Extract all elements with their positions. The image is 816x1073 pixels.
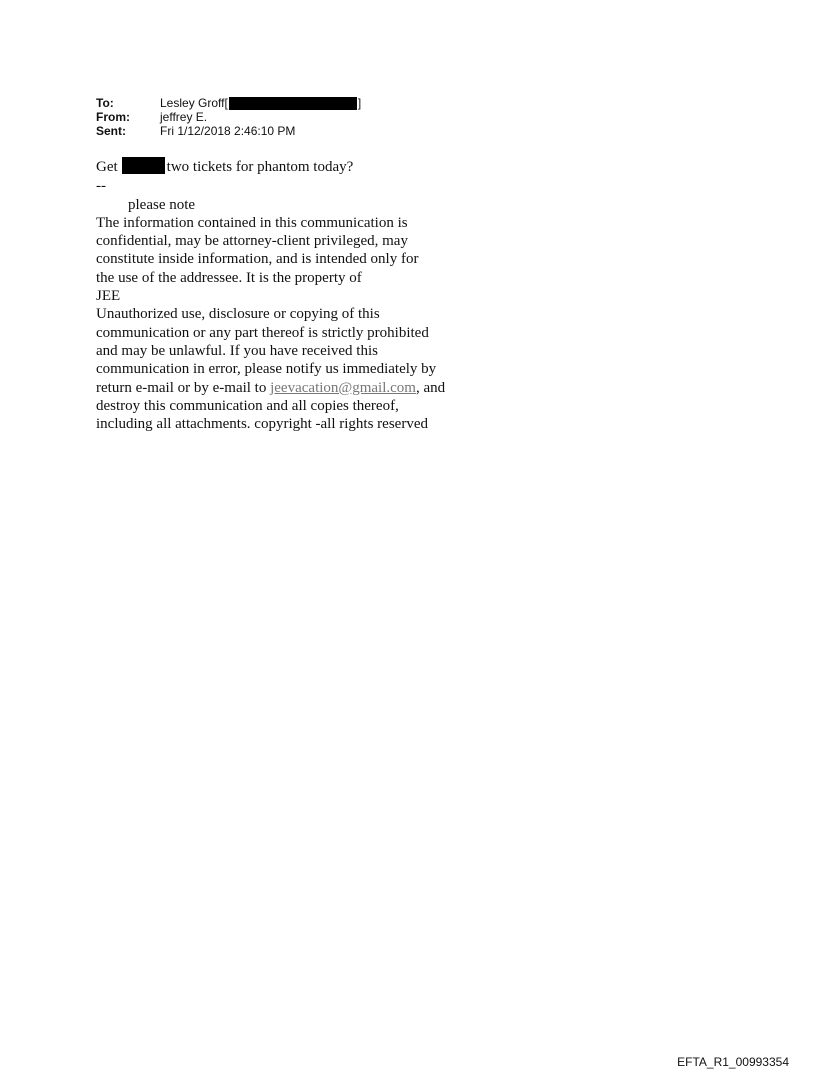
sent-value: Fri 1/12/2018 2:46:10 PM [160,124,296,138]
return-line-prefix: return e-mail or by e-mail to [96,379,271,396]
redacted-name-block [122,157,165,174]
to-label: To: [96,96,114,110]
from-label: From: [96,110,130,124]
to-bracket-close: ] [357,96,362,110]
email-header [96,96,361,138]
note-heading: please note [128,196,196,213]
disclaimer-line: constitute inside information, and is intended only for [96,251,419,268]
signature-separator: -- [96,178,106,195]
to-row [96,96,361,110]
sent-label: Sent: [96,124,126,138]
closing-line: including all attachments. copyright -all rights reserved [96,416,428,433]
return-email-line [96,379,496,397]
closing-line: destroy this communication and all copies thereof, [96,397,399,414]
disclaimer-line: JEE [96,288,121,305]
message-prefix: Get [96,159,118,175]
disclaimer-line: and may be unlawful. If you have received this [96,342,378,359]
email-link[interactable]: jeevacation@gmail.com [270,379,416,396]
from-value: jeffrey E. [160,110,208,124]
redacted-email-block [229,97,357,110]
disclaimer-line: confidential, may be attorney-client privileged, may [96,233,408,250]
return-line-suffix: , and [415,379,446,396]
to-name: Lesley Groff[ [160,96,228,110]
message-suffix: two tickets for phantom today? [166,159,354,175]
message-line [96,157,496,176]
from-row [96,110,361,124]
email-body [96,157,496,433]
sent-row [96,124,361,138]
disclaimer-line: The information contained in this communication is [96,214,408,231]
disclaimer-line: communication in error, please notify us immediately by [96,361,437,378]
disclaimer-line: Unauthorized use, disclosure or copying of this [96,306,380,323]
document-id: EFTA_R1_00993354 [677,1055,789,1069]
disclaimer-line: the use of the addressee. It is the property of [96,269,362,286]
disclaimer-line: communication or any part thereof is strictly prohibited [96,324,429,341]
